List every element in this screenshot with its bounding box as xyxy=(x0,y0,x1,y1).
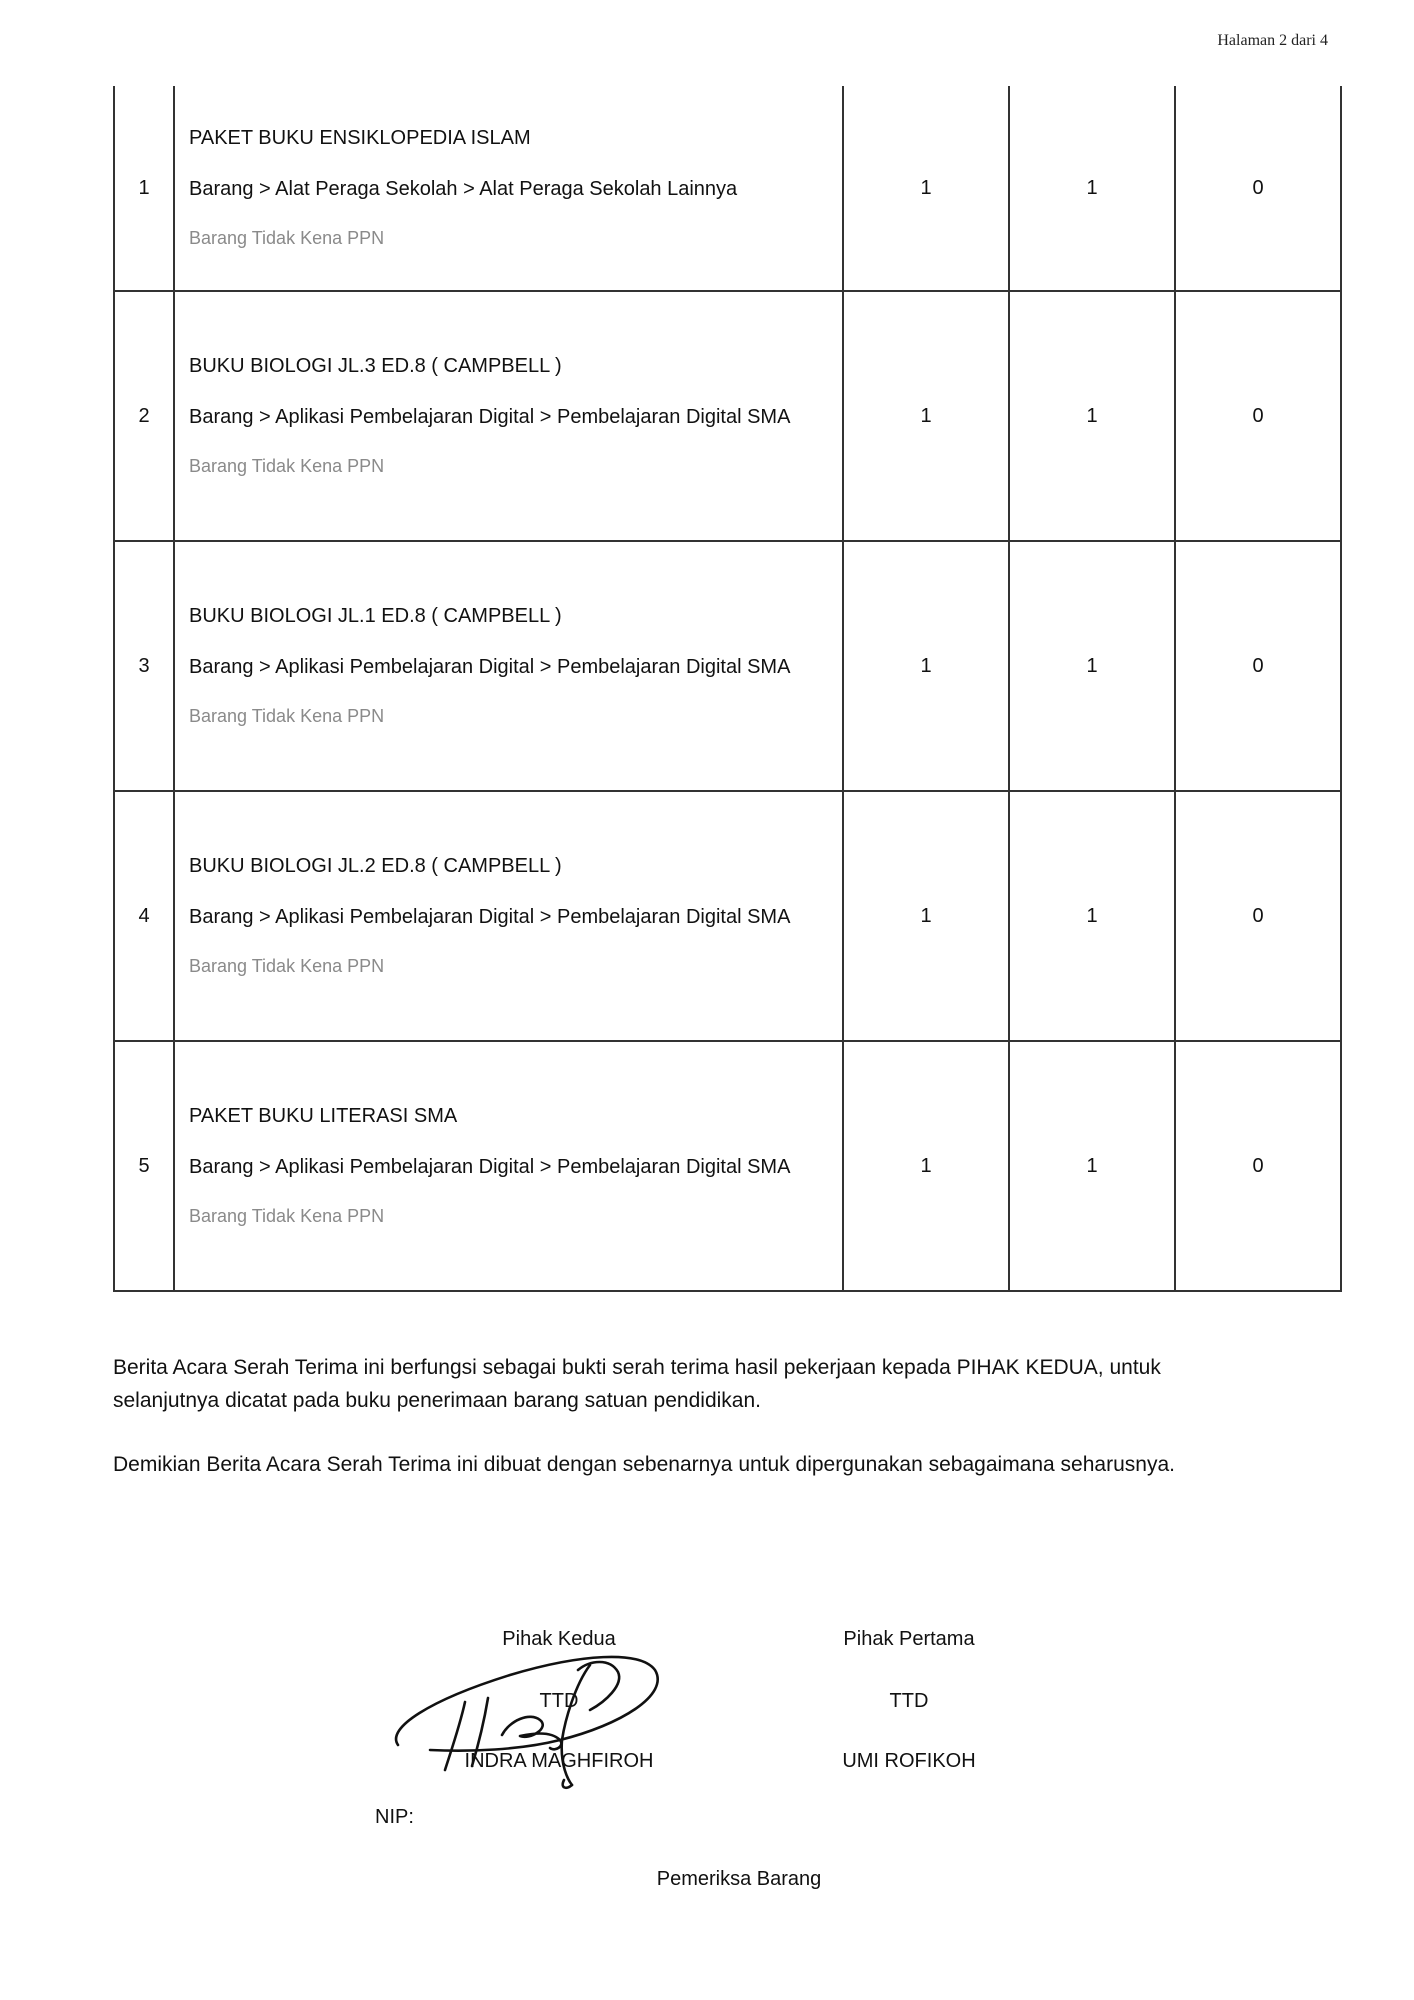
item-description xyxy=(174,1041,843,1291)
item-qty-3: 0 xyxy=(1175,1041,1341,1291)
item-category: Barang > Aplikasi Pembelajaran Digital > Pembelajaran Digital SMA xyxy=(189,1156,791,1179)
item-qty-1: 1 xyxy=(843,541,1009,791)
item-description xyxy=(174,791,843,1041)
item-qty-2: 1 xyxy=(1009,541,1175,791)
table-row xyxy=(114,86,1341,291)
item-tax-status: Barang Tidak Kena PPN xyxy=(189,1206,385,1227)
item-qty-1: 1 xyxy=(843,1041,1009,1291)
item-qty-1: 1 xyxy=(843,791,1009,1041)
nip-label: NIP: xyxy=(375,1806,414,1828)
table-row xyxy=(114,541,1341,791)
item-tax-status: Barang Tidak Kena PPN xyxy=(189,228,385,249)
item-number: 1 xyxy=(114,86,174,291)
table-row xyxy=(114,291,1341,541)
second-party-name: INDRA MAGHFIROH xyxy=(464,1750,654,1772)
item-number: 4 xyxy=(114,791,174,1041)
item-qty-2: 1 xyxy=(1009,291,1175,541)
item-name: BUKU BIOLOGI JL.2 ED.8 ( CAMPBELL ) xyxy=(189,855,562,878)
items-table xyxy=(113,86,1342,1292)
second-party-title: Pihak Kedua xyxy=(502,1628,616,1650)
item-number: 5 xyxy=(114,1041,174,1291)
first-party-title: Pihak Pertama xyxy=(843,1628,975,1650)
item-name: BUKU BIOLOGI JL.1 ED.8 ( CAMPBELL ) xyxy=(189,605,562,628)
item-name: PAKET BUKU LITERASI SMA xyxy=(189,1105,458,1128)
item-tax-status: Barang Tidak Kena PPN xyxy=(189,706,385,727)
inspector-title: Pemeriksa Barang xyxy=(656,1868,822,1890)
item-qty-2: 1 xyxy=(1009,86,1175,291)
item-qty-3: 0 xyxy=(1175,791,1341,1041)
item-name: PAKET BUKU ENSIKLOPEDIA ISLAM xyxy=(189,127,531,150)
item-category: Barang > Aplikasi Pembelajaran Digital > Pembelajaran Digital SMA xyxy=(189,906,791,929)
page-number: Halaman 2 dari 4 xyxy=(1217,32,1328,49)
item-qty-3: 0 xyxy=(1175,86,1341,291)
item-qty-3: 0 xyxy=(1175,291,1341,541)
item-tax-status: Barang Tidak Kena PPN xyxy=(189,456,385,477)
item-category: Barang > Alat Peraga Sekolah > Alat Peraga Sekolah Lainnya xyxy=(189,178,738,201)
first-party-ttd: TTD xyxy=(889,1690,929,1712)
item-qty-2: 1 xyxy=(1009,1041,1175,1291)
item-category: Barang > Aplikasi Pembelajaran Digital > Pembelajaran Digital SMA xyxy=(189,406,791,429)
item-description xyxy=(174,86,843,291)
item-description xyxy=(174,291,843,541)
item-qty-1: 1 xyxy=(843,291,1009,541)
item-category: Barang > Aplikasi Pembelajaran Digital > Pembelajaran Digital SMA xyxy=(189,656,791,679)
item-name: BUKU BIOLOGI JL.3 ED.8 ( CAMPBELL ) xyxy=(189,355,562,378)
table-row xyxy=(114,791,1341,1041)
table-row xyxy=(114,1041,1341,1291)
item-number: 2 xyxy=(114,291,174,541)
first-party-name: UMI ROFIKOH xyxy=(842,1750,976,1772)
item-tax-status: Barang Tidak Kena PPN xyxy=(189,956,385,977)
item-qty-3: 0 xyxy=(1175,541,1341,791)
item-description xyxy=(174,541,843,791)
closing-statement: Demikian Berita Acara Serah Terima ini dibuat dengan sebenarnya untuk dipergunakan sebagaimana seharusnya. xyxy=(113,1453,1175,1476)
handover-statement: Berita Acara Serah Terima ini berfungsi sebagai bukti serah terima hasil pekerjaan kepada PIHAK KEDUA, untuk selanjutnya dicatat pada buku penerimaan barang satuan pendidikan. xyxy=(113,1356,1161,1412)
item-qty-2: 1 xyxy=(1009,791,1175,1041)
item-qty-1: 1 xyxy=(843,86,1009,291)
handwritten-signature xyxy=(390,1640,680,1800)
item-number: 3 xyxy=(114,541,174,791)
second-party-ttd: TTD xyxy=(539,1690,579,1712)
